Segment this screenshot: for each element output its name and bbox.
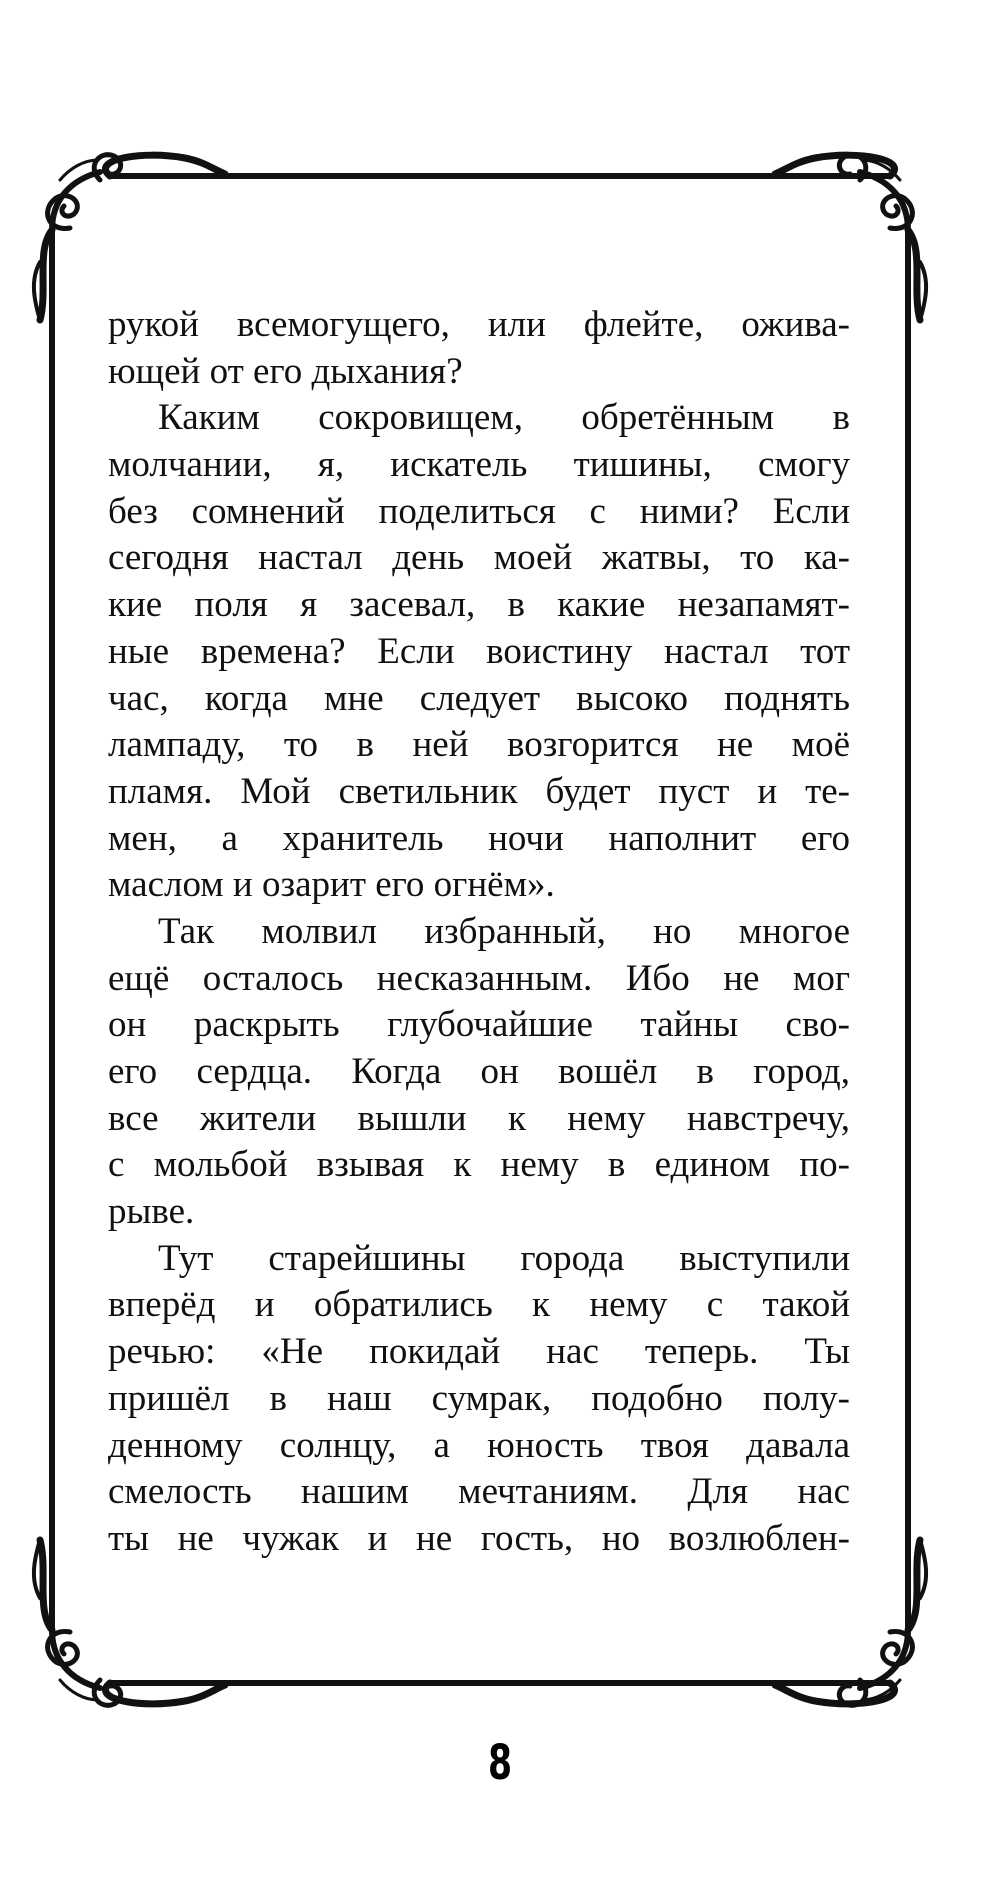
text-line: речью: «Не покидай нас теперь. Ты — [108, 1331, 850, 1373]
text-line: кие поля я засевал, в какие незапамят- — [108, 584, 850, 626]
text-line: пришёл в наш сумрак, подобно полу- — [108, 1377, 850, 1419]
text-line: смелость нашим мечтаниям. Для нас — [108, 1471, 850, 1513]
text-line: он раскрыть глубочайшие тайны сво- — [108, 1004, 850, 1046]
text-line: пламя. Мой светильник будет пуст и те- — [108, 770, 850, 812]
text-line: Каким сокровищем, обретённым в — [158, 397, 850, 439]
body-text — [108, 302, 850, 1563]
text-line: ещё осталось несказанным. Ибо не мог — [108, 957, 850, 999]
text-line: ты не чужак и не гость, но возлюблен- — [108, 1517, 850, 1559]
text-line: ные времена? Если воистину настал тот — [108, 630, 850, 672]
text-line: рыве. — [108, 1191, 195, 1233]
text-line: без сомнений поделиться с ними? Если — [108, 490, 850, 532]
text-line: вперёд и обратились к нему с такой — [108, 1284, 850, 1326]
text-line: с мольбой взывая к нему в едином по- — [108, 1144, 850, 1186]
corner-ornament-top-left — [34, 155, 225, 320]
text-line: молчании, я, искатель тишины, смогу — [108, 444, 850, 486]
text-line: денному солнцу, а юность твоя давала — [108, 1424, 850, 1466]
text-line: мен, а хранитель ночи наполнит его — [108, 817, 850, 859]
text-line: его сердца. Когда он вошёл в город, — [108, 1051, 850, 1092]
page-number: 8 — [487, 1735, 513, 1791]
text-line: час, когда мне следует высоко поднять — [108, 677, 850, 719]
text-line: Тут старейшины города выступили — [158, 1237, 850, 1279]
text-line: маслом и озарит его огнём». — [108, 864, 555, 906]
text-line: Так молвил избранный, но многое — [158, 910, 850, 952]
text-line: сегодня настал день моей жатвы, то ка- — [108, 537, 850, 579]
text-line: рукой всемогущего, или флейте, ожива- — [108, 304, 850, 345]
text-line: все жители вышли к нему навстречу, — [108, 1097, 850, 1139]
text-line: ющей от его дыхания? — [108, 350, 463, 392]
text-line: лампаду, то в ней возгорится не моё — [108, 724, 850, 766]
corner-ornament-top-right — [775, 155, 926, 320]
